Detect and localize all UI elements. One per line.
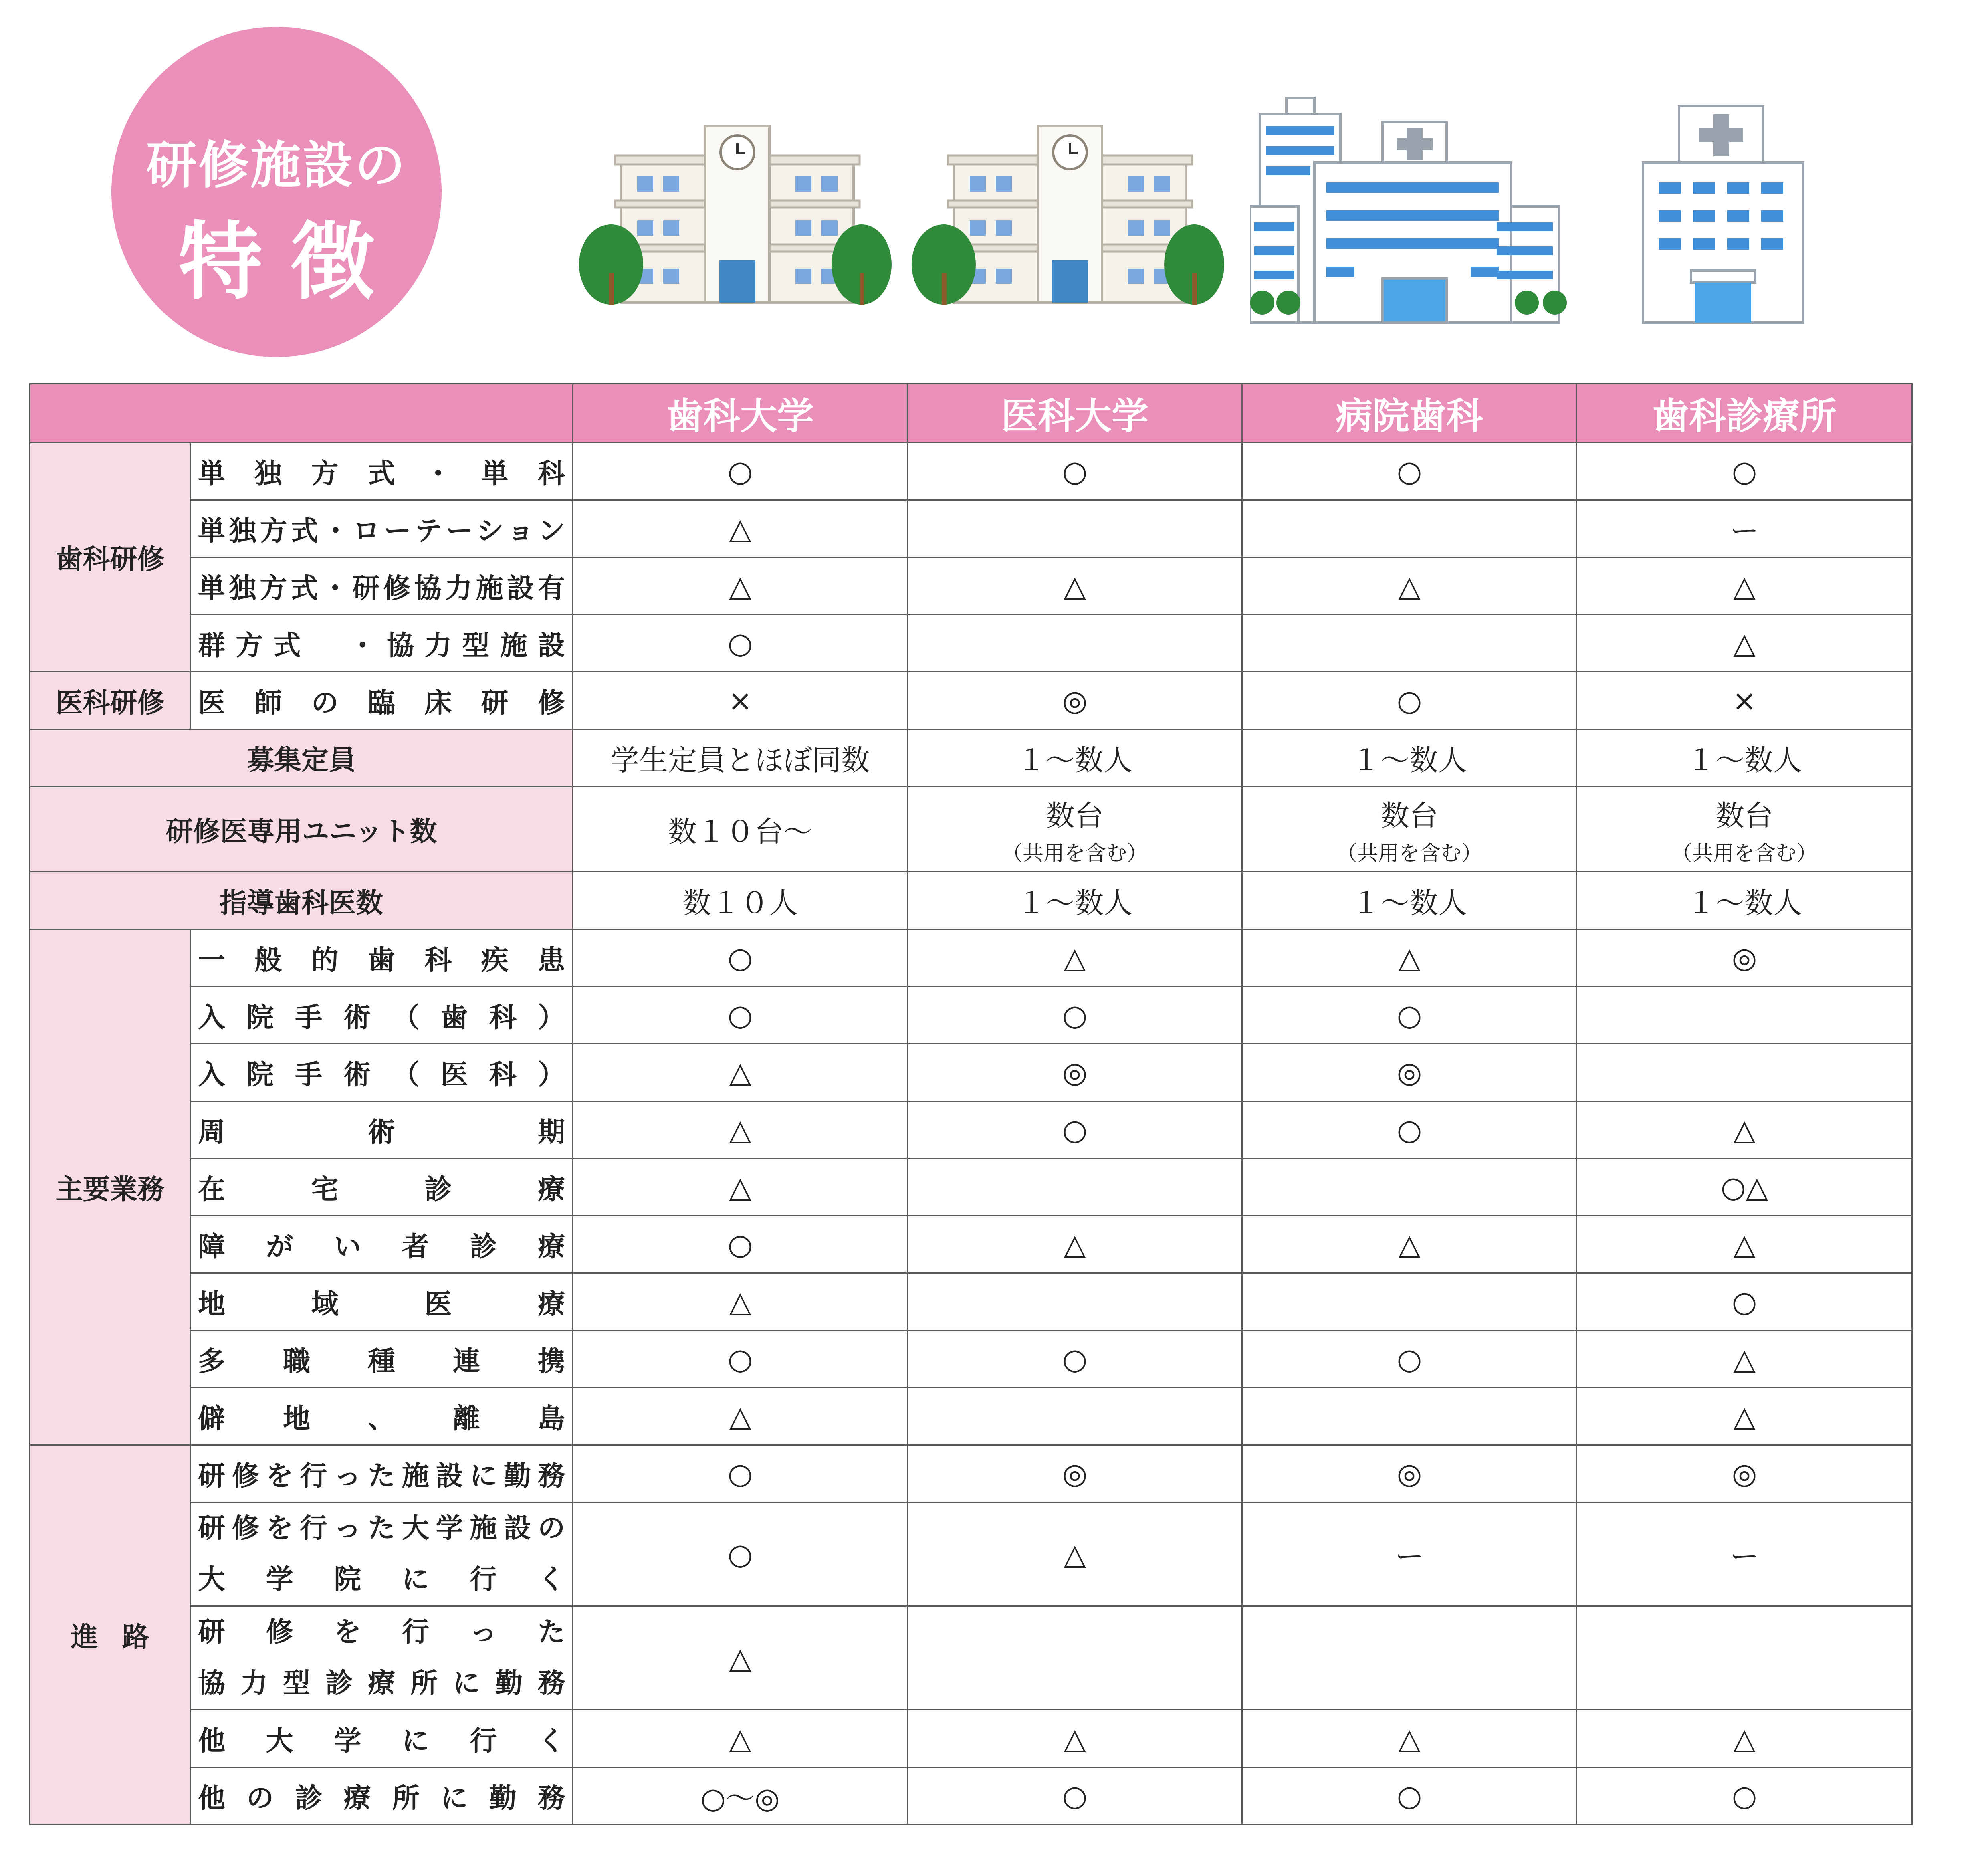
table-cell: ◎ (1242, 1044, 1577, 1101)
table-cell: ○ (573, 1502, 908, 1606)
header-row (30, 384, 1912, 443)
row-label: 研修を行った施設に勤務 (190, 1445, 573, 1502)
table-cell (1242, 1159, 1577, 1216)
table-cell: ◎ (1242, 1445, 1577, 1502)
row-label: 周術期 (190, 1101, 573, 1159)
table-row (30, 729, 1912, 787)
table-cell: △ (908, 1502, 1242, 1606)
category-label: 歯科研修 (30, 443, 190, 672)
row-label: 他大学に行く (190, 1710, 573, 1767)
table-row (30, 1044, 1912, 1101)
table-cell (908, 1606, 1242, 1710)
category-label: 主要業務 (30, 929, 190, 1445)
table-cell (908, 1273, 1242, 1331)
table-cell (908, 500, 1242, 557)
row-label (190, 1606, 573, 1710)
table-cell: △ (908, 1216, 1242, 1273)
table-cell: １～数人 (1242, 872, 1577, 929)
table-cell (1577, 1044, 1912, 1101)
table-cell (1577, 987, 1912, 1044)
row-label: 地域医療 (190, 1273, 573, 1331)
table-cell: ○ (908, 1331, 1242, 1388)
row-label: 単独方式・ローテーション (190, 500, 573, 557)
table-cell: １～数人 (908, 729, 1242, 787)
table-row (30, 787, 1912, 872)
table-cell: ◎ (908, 1445, 1242, 1502)
row-label: 僻地、離島 (190, 1388, 573, 1445)
table-cell: ○ (1242, 1331, 1577, 1388)
table-cell: △ (1242, 1710, 1577, 1767)
table-cell: １～数人 (1577, 872, 1912, 929)
row-label-line1: 研修を行った (198, 1616, 565, 1648)
col-header: 医科大学 (908, 384, 1242, 443)
table-cell: 学生定員とほぼ同数 (573, 729, 908, 787)
table-row (30, 987, 1912, 1044)
col-header: 歯科診療所 (1577, 384, 1912, 443)
table-cell: △ (573, 1606, 908, 1710)
table-cell (1242, 500, 1577, 557)
category-label: 医科研修 (30, 672, 190, 729)
cell-note: （共用を含む） (1001, 841, 1148, 866)
table-cell (908, 615, 1242, 672)
table-cell: ○ (1242, 1101, 1577, 1159)
row-label: 入院手術（歯科） (190, 987, 573, 1044)
table-cell: △ (573, 1159, 908, 1216)
table-row (30, 500, 1912, 557)
table-cell: ○ (1242, 987, 1577, 1044)
table-cell (908, 1159, 1242, 1216)
row-label: 単独方式・研修協力施設有 (190, 557, 573, 615)
row-label: 一般的歯科疾患 (190, 929, 573, 987)
table-cell: １～数人 (1242, 729, 1577, 787)
table-cell: ○ (573, 443, 908, 500)
table-cell: △ (1577, 615, 1912, 672)
table-row (30, 1767, 1912, 1825)
row-label-line1: 研修を行った大学施設の (198, 1513, 565, 1544)
cell-value: 数台 (1045, 798, 1104, 832)
table-cell: ○ (573, 615, 908, 672)
table-row (30, 1273, 1912, 1331)
cell-note: （共用を含む） (1671, 841, 1817, 866)
row-label: 単独方式・単科 (190, 443, 573, 500)
table-row (30, 1502, 1912, 1606)
table-cell: △ (573, 1101, 908, 1159)
table-cell: ○△ (1577, 1159, 1912, 1216)
col-header: 歯科大学 (573, 384, 908, 443)
hospital-building-icon (1250, 94, 1571, 331)
table-cell: △ (1242, 557, 1577, 615)
table-cell: △ (1577, 1331, 1912, 1388)
table-cell (573, 787, 908, 872)
table-cell: ○ (1242, 672, 1577, 729)
title-line2: 特徴 (178, 213, 403, 311)
table-cell: ○ (573, 1216, 908, 1273)
table-cell: △ (573, 557, 908, 615)
table-cell: △ (1242, 929, 1577, 987)
table-cell: ー (1577, 1502, 1912, 1606)
clinic-building-icon (1635, 102, 1811, 327)
table-cell: △ (573, 1388, 908, 1445)
table-cell: △ (573, 1044, 908, 1101)
table-cell: ○ (1242, 1767, 1577, 1825)
table-cell (908, 1388, 1242, 1445)
table-cell: ー (1242, 1502, 1577, 1606)
table-cell: ○ (1577, 443, 1912, 500)
table-cell: ○ (908, 1767, 1242, 1825)
table-row (30, 1388, 1912, 1445)
table-row (30, 1216, 1912, 1273)
table-cell (1242, 1273, 1577, 1331)
table-cell: １～数人 (1577, 729, 1912, 787)
row-label: 群方式 ・協力型施設 (190, 615, 573, 672)
table-cell: １～数人 (908, 872, 1242, 929)
table-row (30, 557, 1912, 615)
row-label: 障がい者診療 (190, 1216, 573, 1273)
table-cell: △ (573, 500, 908, 557)
table-cell: ○ (1577, 1767, 1912, 1825)
cell-value: 数台 (1715, 798, 1773, 832)
table-row (30, 1101, 1912, 1159)
table-cell: △ (573, 1273, 908, 1331)
table-cell (908, 787, 1242, 872)
table-cell: △ (1577, 1388, 1912, 1445)
table-cell: △ (1577, 1710, 1912, 1767)
col-header: 病院歯科 (1242, 384, 1577, 443)
university-building-icon (577, 120, 894, 309)
table-cell: ○～◎ (573, 1767, 908, 1825)
row-label: 研修医専用ユニット数 (30, 787, 573, 872)
table-row (30, 615, 1912, 672)
category-label: 進路 (30, 1445, 190, 1825)
row-label: 在宅診療 (190, 1159, 573, 1216)
table-cell: ◎ (908, 672, 1242, 729)
table-cell: ー (1577, 500, 1912, 557)
table-row (30, 443, 1912, 500)
table-cell: ◎ (908, 1044, 1242, 1101)
row-label: 入院手術（医科） (190, 1044, 573, 1101)
title-badge (111, 27, 442, 357)
table-row (30, 672, 1912, 729)
table-cell: ○ (573, 929, 908, 987)
table-cell: △ (1577, 1216, 1912, 1273)
table-cell: ○ (1577, 1273, 1912, 1331)
table-cell: △ (573, 1710, 908, 1767)
row-label-line2: 大学院に行く (198, 1564, 565, 1595)
table-cell (1242, 1606, 1577, 1710)
table-cell (1242, 615, 1577, 672)
comparison-table (29, 383, 1913, 1825)
cell-value: 数台 (1380, 798, 1438, 832)
table-cell: ◎ (1577, 929, 1912, 987)
table-cell: ○ (573, 1331, 908, 1388)
table-cell: ○ (908, 987, 1242, 1044)
table-cell: △ (1577, 1101, 1912, 1159)
table-row (30, 1606, 1912, 1710)
table-cell: ○ (573, 1445, 908, 1502)
title-line1: 研修施設の (146, 136, 407, 195)
table-cell: 数１０人 (573, 872, 908, 929)
row-label: 募集定員 (30, 729, 573, 787)
table-row (30, 872, 1912, 929)
table-cell: △ (908, 557, 1242, 615)
row-label-line2: 協力型診療所に勤務 (198, 1668, 565, 1699)
row-label: 指導歯科医数 (30, 872, 573, 929)
table-cell (1577, 787, 1912, 872)
row-label: 多職種連携 (190, 1331, 573, 1388)
table-cell: ○ (573, 987, 908, 1044)
table-cell: × (1577, 672, 1912, 729)
table-cell: × (573, 672, 908, 729)
table-cell: △ (908, 1710, 1242, 1767)
row-label: 他の診療所に勤務 (190, 1767, 573, 1825)
row-label: 医師の臨床研修 (190, 672, 573, 729)
row-label (190, 1502, 573, 1606)
header-blank (30, 384, 573, 443)
table-cell: ◎ (1577, 1445, 1912, 1502)
table-cell: ○ (908, 443, 1242, 500)
table-cell: △ (908, 929, 1242, 987)
table-cell: △ (1577, 557, 1912, 615)
table-cell (1242, 1388, 1577, 1445)
cell-note: （共用を含む） (1336, 841, 1482, 866)
table-cell (1242, 787, 1577, 872)
table-row (30, 929, 1912, 987)
table-row (30, 1159, 1912, 1216)
table-cell: △ (1242, 1216, 1577, 1273)
table-cell: ○ (1242, 443, 1577, 500)
table-cell: ○ (908, 1101, 1242, 1159)
table-cell (1577, 1606, 1912, 1710)
university-building-icon (910, 120, 1226, 309)
table-row (30, 1710, 1912, 1767)
table-row (30, 1445, 1912, 1502)
table-row (30, 1331, 1912, 1388)
cell-value: 数１０台～ (668, 815, 812, 848)
